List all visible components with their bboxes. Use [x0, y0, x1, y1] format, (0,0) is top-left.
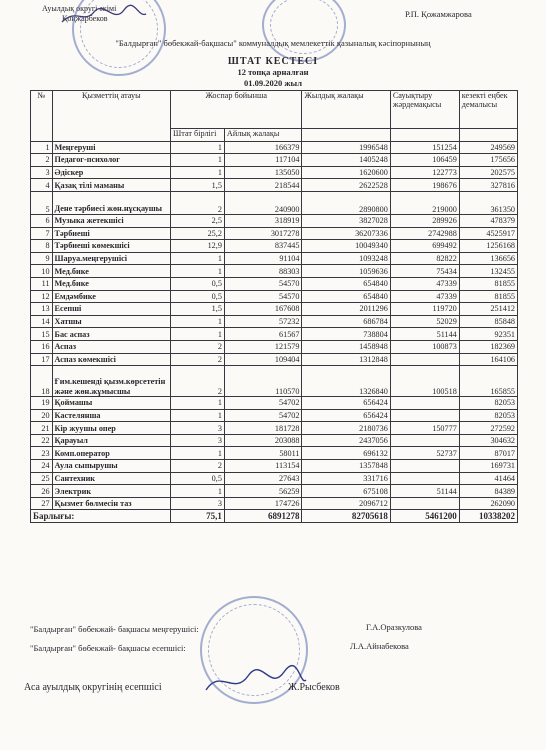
row-annual: 686784	[302, 315, 390, 328]
row-leave: 41464	[459, 472, 517, 485]
row-number: 16	[31, 340, 53, 353]
table-row	[31, 240, 518, 253]
row-annual: 331716	[302, 472, 390, 485]
table-row	[31, 460, 518, 473]
row-units: 2	[171, 366, 225, 397]
row-units: 1	[171, 447, 225, 460]
top-stamp-right	[262, 0, 346, 62]
row-annual: 656424	[302, 409, 390, 422]
row-monthly: 27643	[224, 472, 302, 485]
row-health	[390, 409, 459, 422]
header-empty-2	[390, 129, 459, 142]
row-units: 3	[171, 434, 225, 447]
row-annual: 675108	[302, 485, 390, 498]
table-row	[31, 290, 518, 303]
row-monthly: 837445	[224, 240, 302, 253]
row-number: 21	[31, 422, 53, 435]
row-number: 4	[31, 179, 53, 192]
row-health: 100518	[390, 366, 459, 397]
row-units: 1	[171, 252, 225, 265]
row-units: 1	[171, 409, 225, 422]
row-number: 23	[31, 447, 53, 460]
table-row	[31, 315, 518, 328]
signature-label-3: Аса ауылдық округінің есепшісі	[24, 682, 162, 693]
table-row	[31, 265, 518, 278]
row-position: Қоймашы	[52, 397, 171, 410]
row-health: 47339	[390, 290, 459, 303]
row-units: 1	[171, 315, 225, 328]
row-number: 6	[31, 214, 53, 227]
header-annual: Жылдық жалақы	[302, 91, 390, 129]
row-monthly: 91104	[224, 252, 302, 265]
row-number: 2	[31, 154, 53, 167]
document-date: 01.09.2020 жыл	[244, 78, 302, 88]
row-health: 198676	[390, 179, 459, 192]
row-monthly: 110570	[224, 366, 302, 397]
table-row	[31, 422, 518, 435]
row-position: Әдіскер	[52, 166, 171, 179]
table-row	[31, 166, 518, 179]
signature-line-1	[30, 624, 199, 634]
row-leave: 82053	[459, 409, 517, 422]
header-health: Сауықтыру жәрдемақысы	[390, 91, 459, 129]
header-position: Қызметтің атауы	[52, 91, 171, 142]
row-position: Музыка жетекшісі	[52, 214, 171, 227]
row-number: 10	[31, 265, 53, 278]
row-monthly: 58011	[224, 447, 302, 460]
row-units: 0,5	[171, 290, 225, 303]
row-position: Мед.бике	[52, 265, 171, 278]
row-leave: 87017	[459, 447, 517, 460]
row-health	[390, 472, 459, 485]
row-units: 2	[171, 353, 225, 366]
row-health: 119720	[390, 303, 459, 316]
row-number: 18	[31, 366, 53, 397]
row-leave: 478379	[459, 214, 517, 227]
table-row	[31, 353, 518, 366]
row-units: 1	[171, 154, 225, 167]
row-units: 2	[171, 340, 225, 353]
row-position: Ғим.кешенді қызм.көрсететін және жөн.жұмысшы	[52, 366, 171, 397]
row-monthly: 61567	[224, 328, 302, 341]
row-leave: 361350	[459, 191, 517, 214]
row-annual: 1326840	[302, 366, 390, 397]
row-units: 2	[171, 460, 225, 473]
total-annual: 82705618	[302, 510, 390, 523]
row-number: 24	[31, 460, 53, 473]
table-row	[31, 179, 518, 192]
row-number: 7	[31, 227, 53, 240]
row-monthly: 54570	[224, 277, 302, 290]
row-monthly: 121579	[224, 340, 302, 353]
row-annual: 1458948	[302, 340, 390, 353]
total-row	[31, 510, 518, 523]
table-row	[31, 472, 518, 485]
table-row	[31, 366, 518, 397]
header-monthly: Айлық жалақы	[224, 129, 302, 142]
row-annual: 1312848	[302, 353, 390, 366]
row-annual: 656424	[302, 397, 390, 410]
row-annual: 654840	[302, 277, 390, 290]
row-health	[390, 353, 459, 366]
row-units: 25,2	[171, 227, 225, 240]
row-units: 1	[171, 328, 225, 341]
row-units: 2,5	[171, 214, 225, 227]
row-leave: 164106	[459, 353, 517, 366]
table-row	[31, 447, 518, 460]
row-health: 82822	[390, 252, 459, 265]
row-units: 1,5	[171, 303, 225, 316]
row-monthly: 167608	[224, 303, 302, 316]
row-monthly: 88303	[224, 265, 302, 278]
row-health	[390, 460, 459, 473]
row-number: 27	[31, 497, 53, 510]
row-leave: 92351	[459, 328, 517, 341]
row-position: Комп.оператор	[52, 447, 171, 460]
row-monthly: 218544	[224, 179, 302, 192]
row-annual: 696132	[302, 447, 390, 460]
table-body	[31, 141, 518, 510]
row-health: 150777	[390, 422, 459, 435]
row-number: 5	[31, 191, 53, 214]
row-number: 12	[31, 290, 53, 303]
table-row	[31, 214, 518, 227]
table-row	[31, 252, 518, 265]
table-row	[31, 328, 518, 341]
row-units: 1,5	[171, 179, 225, 192]
row-monthly: 318919	[224, 214, 302, 227]
row-leave: 175656	[459, 154, 517, 167]
table-row	[31, 191, 518, 214]
row-units: 3	[171, 422, 225, 435]
table-row	[31, 497, 518, 510]
groups-subtitle: 12 топқа арналған	[237, 67, 309, 77]
row-number: 25	[31, 472, 53, 485]
row-health: 47339	[390, 277, 459, 290]
row-position: Педагог-психолог	[52, 154, 171, 167]
row-units: 2	[171, 191, 225, 214]
row-position: Қазақ тілі маманы	[52, 179, 171, 192]
row-health: 151254	[390, 141, 459, 154]
signature-line-2	[30, 643, 186, 653]
row-annual: 10049340	[302, 240, 390, 253]
header-leave: кезекті еңбек демалысы	[459, 91, 517, 129]
row-position: Емдәмбике	[52, 290, 171, 303]
row-position: Бас аспаз	[52, 328, 171, 341]
row-number: 26	[31, 485, 53, 498]
row-leave: 202575	[459, 166, 517, 179]
row-health: 75434	[390, 265, 459, 278]
signature-line-3	[24, 682, 162, 693]
table-row	[31, 141, 518, 154]
table-row	[31, 397, 518, 410]
row-position: Аспаз	[52, 340, 171, 353]
row-annual: 36207336	[302, 227, 390, 240]
row-health	[390, 497, 459, 510]
row-leave: 82053	[459, 397, 517, 410]
row-number: 19	[31, 397, 53, 410]
row-monthly: 57232	[224, 315, 302, 328]
row-leave: 165855	[459, 366, 517, 397]
table-row	[31, 303, 518, 316]
row-units: 1	[171, 485, 225, 498]
row-health: 100873	[390, 340, 459, 353]
row-leave: 262090	[459, 497, 517, 510]
approval-title: Ауылдық округі әкімі	[42, 4, 117, 13]
row-number: 11	[31, 277, 53, 290]
row-leave: 1256168	[459, 240, 517, 253]
row-position: Есепші	[52, 303, 171, 316]
row-leave: 251412	[459, 303, 517, 316]
row-annual: 2622528	[302, 179, 390, 192]
row-leave: 272592	[459, 422, 517, 435]
row-annual: 1059636	[302, 265, 390, 278]
row-health: 51144	[390, 328, 459, 341]
header-staff-units: Штат бірлігі	[171, 129, 225, 142]
signature-name-3: Ж.Рысбеков	[288, 682, 340, 693]
row-units: 0,5	[171, 472, 225, 485]
approval-name: Қоңжарбеков	[62, 14, 108, 23]
row-health	[390, 434, 459, 447]
row-health: 122773	[390, 166, 459, 179]
document-title: ШТАТ КЕСТЕСІ	[227, 56, 319, 67]
row-leave: 85848	[459, 315, 517, 328]
row-number: 1	[31, 141, 53, 154]
row-number: 17	[31, 353, 53, 366]
row-monthly: 3017278	[224, 227, 302, 240]
total-units: 75,1	[171, 510, 225, 523]
approval-header-right: Р.П. Қожамжарова	[405, 9, 472, 19]
row-annual: 3827028	[302, 214, 390, 227]
row-position: Электрик	[52, 485, 171, 498]
row-monthly: 54702	[224, 409, 302, 422]
row-monthly: 54570	[224, 290, 302, 303]
table-row	[31, 409, 518, 422]
row-annual: 2437056	[302, 434, 390, 447]
row-position: Хатшы	[52, 315, 171, 328]
row-number: 20	[31, 409, 53, 422]
row-monthly: 109404	[224, 353, 302, 366]
row-leave: 249569	[459, 141, 517, 154]
row-leave: 182369	[459, 340, 517, 353]
total-health: 5461200	[390, 510, 459, 523]
row-position: Сантехник	[52, 472, 171, 485]
row-units: 1	[171, 265, 225, 278]
row-number: 22	[31, 434, 53, 447]
row-monthly: 56259	[224, 485, 302, 498]
total-leave: 10338202	[459, 510, 517, 523]
row-units: 1	[171, 166, 225, 179]
row-position: Тәрбиеші	[52, 227, 171, 240]
row-number: 15	[31, 328, 53, 341]
row-health: 51144	[390, 485, 459, 498]
table-row	[31, 434, 518, 447]
row-annual: 1405248	[302, 154, 390, 167]
row-position: Шаруа.меңгерушісі	[52, 252, 171, 265]
row-monthly: 166379	[224, 141, 302, 154]
row-number: 3	[31, 166, 53, 179]
row-position: Кір жуушы опер	[52, 422, 171, 435]
row-leave: 81855	[459, 290, 517, 303]
row-position: Аспаз көмекшісі	[52, 353, 171, 366]
signature-label-1: "Балдырған" бөбекжай- бақшасы меңгерушісі:	[30, 624, 199, 634]
header-empty-1	[302, 129, 390, 142]
row-monthly: 240900	[224, 191, 302, 214]
row-annual: 2011296	[302, 303, 390, 316]
row-health: 289926	[390, 214, 459, 227]
row-leave: 4525917	[459, 227, 517, 240]
row-number: 8	[31, 240, 53, 253]
row-monthly: 113154	[224, 460, 302, 473]
row-units: 1	[171, 141, 225, 154]
row-leave: 81855	[459, 277, 517, 290]
row-annual: 2890800	[302, 191, 390, 214]
total-monthly: 6891278	[224, 510, 302, 523]
header-empty-3	[459, 129, 517, 142]
row-leave: 136656	[459, 252, 517, 265]
row-monthly: 54702	[224, 397, 302, 410]
row-monthly: 117104	[224, 154, 302, 167]
row-monthly: 203088	[224, 434, 302, 447]
signature-name-2: Л.А.Айнабекова	[350, 641, 409, 651]
top-signature-icon	[58, 4, 148, 28]
row-health: 219000	[390, 191, 459, 214]
row-position: Меңгеруші	[52, 141, 171, 154]
row-annual: 2180736	[302, 422, 390, 435]
row-units: 1	[171, 397, 225, 410]
row-units: 0,5	[171, 277, 225, 290]
row-position: Тәрбиеші көмекшісі	[52, 240, 171, 253]
row-health: 699492	[390, 240, 459, 253]
row-position: Қызмет бөлмесін таз	[52, 497, 171, 510]
staff-table	[30, 90, 518, 523]
organization-name: "Балдырған" бөбекжай-бақшасы" коммуналдық мемлекеттік қазыналық кәсіпорнының	[115, 38, 431, 48]
row-annual: 1357848	[302, 460, 390, 473]
row-annual: 1093248	[302, 252, 390, 265]
row-monthly: 181728	[224, 422, 302, 435]
table-row	[31, 340, 518, 353]
row-leave: 304632	[459, 434, 517, 447]
row-monthly: 135050	[224, 166, 302, 179]
header-plan: Жоспар бойынша	[171, 91, 302, 129]
table-row	[31, 227, 518, 240]
row-health: 2742988	[390, 227, 459, 240]
row-annual: 1996548	[302, 141, 390, 154]
row-position: Дене тәрбиесі жөн.нұсқаушы	[52, 191, 171, 214]
row-health: 52029	[390, 315, 459, 328]
row-leave: 84389	[459, 485, 517, 498]
row-position: Кастелянша	[52, 409, 171, 422]
row-annual: 738804	[302, 328, 390, 341]
row-position: Аула сыпырушы	[52, 460, 171, 473]
row-annual: 654840	[302, 290, 390, 303]
row-units: 3	[171, 497, 225, 510]
table-row	[31, 277, 518, 290]
row-health: 106459	[390, 154, 459, 167]
row-position: Мед.бике	[52, 277, 171, 290]
row-leave: 169731	[459, 460, 517, 473]
row-health	[390, 397, 459, 410]
row-monthly: 174726	[224, 497, 302, 510]
row-number: 9	[31, 252, 53, 265]
row-health: 52737	[390, 447, 459, 460]
signature-label-2: "Балдырған" бөбекжай- бақшасы есепшісі:	[30, 643, 186, 653]
total-label: Барлығы:	[31, 510, 171, 523]
row-annual: 2096712	[302, 497, 390, 510]
row-leave: 327816	[459, 179, 517, 192]
table-row	[31, 485, 518, 498]
table-row	[31, 154, 518, 167]
header-number: №	[31, 91, 53, 142]
signature-name-1: Г.А.Оразкулова	[366, 622, 422, 632]
row-units: 12,9	[171, 240, 225, 253]
row-leave: 132455	[459, 265, 517, 278]
bottom-signature-icon	[200, 662, 310, 702]
row-position: Қарауыл	[52, 434, 171, 447]
row-number: 14	[31, 315, 53, 328]
row-number: 13	[31, 303, 53, 316]
row-annual: 1620600	[302, 166, 390, 179]
